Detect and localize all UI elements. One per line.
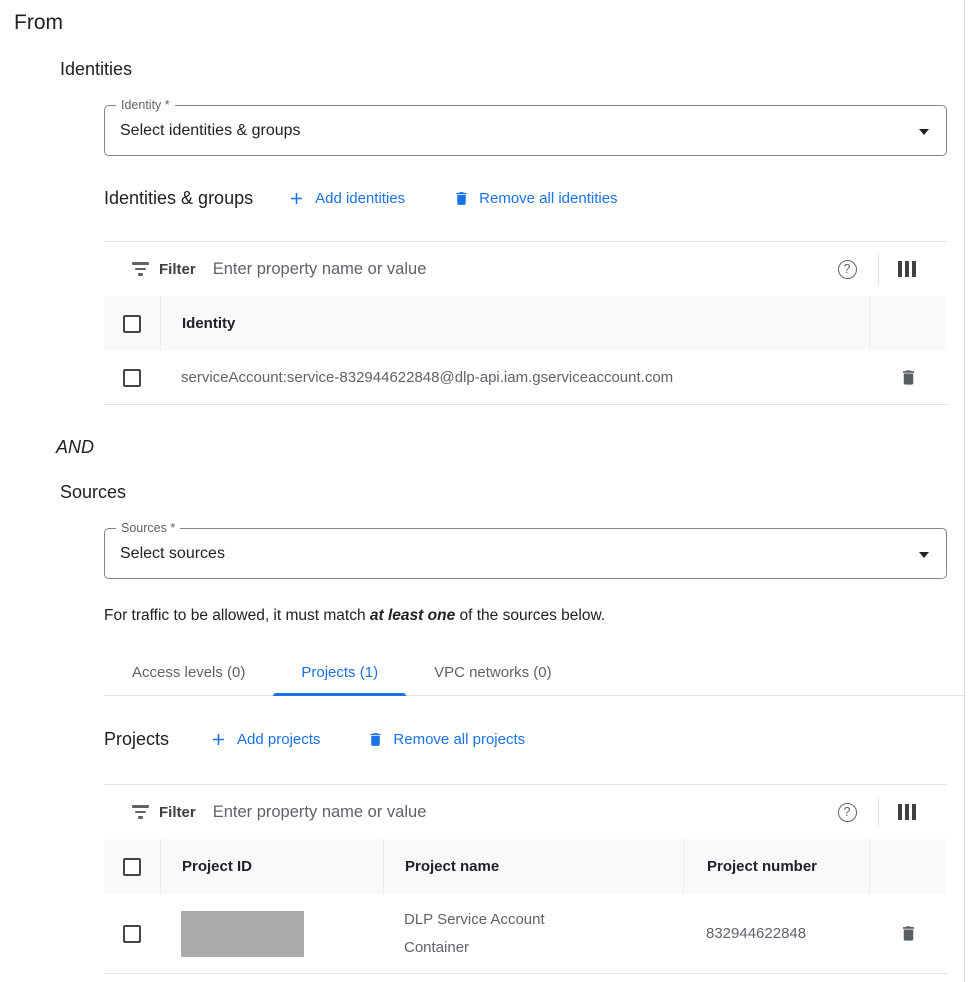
row-checkbox[interactable]	[123, 925, 141, 943]
add-projects-button[interactable]	[209, 730, 320, 749]
select-all-cell	[104, 296, 160, 351]
sources-tabs	[104, 649, 965, 696]
and-operator: AND	[56, 437, 95, 457]
note-suffix: of the sources below.	[455, 607, 606, 624]
add-identities-label: Add identities	[315, 189, 406, 207]
redacted-project-id	[181, 911, 304, 957]
project-name-value: DLP Service Account Container	[404, 910, 545, 956]
filter-icon	[131, 805, 149, 819]
page-title: From	[14, 11, 63, 34]
sources-note	[104, 606, 972, 626]
identity-table-row	[104, 351, 947, 405]
sources-select-value: Select sources	[120, 545, 225, 562]
project-number-value: 832944622848	[706, 925, 807, 942]
plus-icon	[209, 730, 228, 749]
row-action-cell	[869, 923, 947, 944]
projects-filter-bar	[104, 784, 947, 839]
filter-label: Filter	[159, 260, 196, 278]
identity-value: serviceAccount:service-832944622848@dlp-api.iam.gserviceaccount.com	[181, 369, 674, 386]
toolbar-divider	[878, 254, 879, 284]
remove-all-identities-button[interactable]	[453, 189, 617, 208]
remove-all-projects-label: Remove all projects	[393, 730, 526, 748]
row-check-cell	[104, 351, 160, 404]
columns-icon[interactable]	[898, 261, 917, 277]
filter-icon	[131, 262, 149, 276]
projects-filter-input[interactable]	[213, 803, 838, 822]
select-all-checkbox[interactable]	[123, 315, 141, 333]
trash-icon	[367, 730, 384, 749]
tab-projects[interactable]: Projects (1)	[273, 649, 406, 695]
identities-table	[104, 241, 947, 405]
identity-select[interactable]	[104, 98, 947, 156]
toolbar-divider	[878, 797, 879, 827]
projects-table	[104, 784, 947, 974]
projects-actions-row	[104, 725, 972, 753]
row-check-cell	[104, 894, 160, 973]
action-column-header	[869, 296, 947, 351]
sources-heading: Sources	[60, 482, 127, 502]
projects-label: Projects	[104, 728, 170, 749]
note-emphasis: at least one	[369, 607, 456, 624]
delete-project-button[interactable]	[899, 923, 918, 944]
projects-table-header	[104, 839, 947, 894]
identities-table-header	[104, 296, 947, 351]
project-table-row	[104, 894, 947, 974]
identities-heading: Identities	[60, 59, 133, 79]
project-id-column-header: Project ID	[160, 839, 383, 894]
help-icon[interactable]: ?	[838, 260, 857, 279]
identity-column-header: Identity	[160, 296, 869, 351]
project-name-cell	[383, 906, 683, 962]
sources-select[interactable]	[104, 521, 947, 579]
identities-filter-bar	[104, 241, 947, 296]
columns-icon[interactable]	[898, 804, 917, 820]
chevron-down-icon	[919, 552, 929, 558]
add-identities-button[interactable]	[287, 189, 405, 208]
identity-select-label: Identity *	[116, 97, 175, 114]
chevron-down-icon	[919, 129, 929, 135]
help-icon[interactable]: ?	[838, 803, 857, 822]
select-all-checkbox[interactable]	[123, 858, 141, 876]
add-projects-label: Add projects	[237, 730, 321, 748]
identities-filter-input[interactable]	[213, 260, 838, 279]
panel-right-border	[964, 0, 965, 982]
plus-icon	[287, 189, 306, 208]
trash-icon	[899, 367, 918, 388]
note-prefix: For traffic to be allowed, it must match	[104, 607, 370, 624]
row-action-cell	[869, 367, 947, 388]
filter-label: Filter	[159, 803, 196, 821]
project-name-column-header: Project name	[383, 839, 683, 894]
project-number-column-header: Project number	[683, 839, 869, 894]
select-all-cell	[104, 839, 160, 894]
tab-vpc-networks[interactable]: VPC networks (0)	[406, 649, 580, 695]
tab-access-levels[interactable]: Access levels (0)	[104, 649, 273, 695]
remove-all-identities-label: Remove all identities	[479, 189, 618, 207]
remove-all-projects-button[interactable]	[367, 730, 525, 749]
action-column-header	[869, 839, 947, 894]
identities-groups-label: Identities & groups	[104, 187, 254, 208]
delete-identity-button[interactable]	[899, 367, 918, 388]
sources-select-label: Sources *	[116, 520, 180, 537]
identities-actions-row	[104, 184, 972, 212]
identity-select-value: Select identities & groups	[120, 122, 301, 139]
trash-icon	[899, 923, 918, 944]
project-id-cell	[160, 911, 383, 957]
trash-icon	[453, 189, 470, 208]
row-checkbox[interactable]	[123, 369, 141, 387]
